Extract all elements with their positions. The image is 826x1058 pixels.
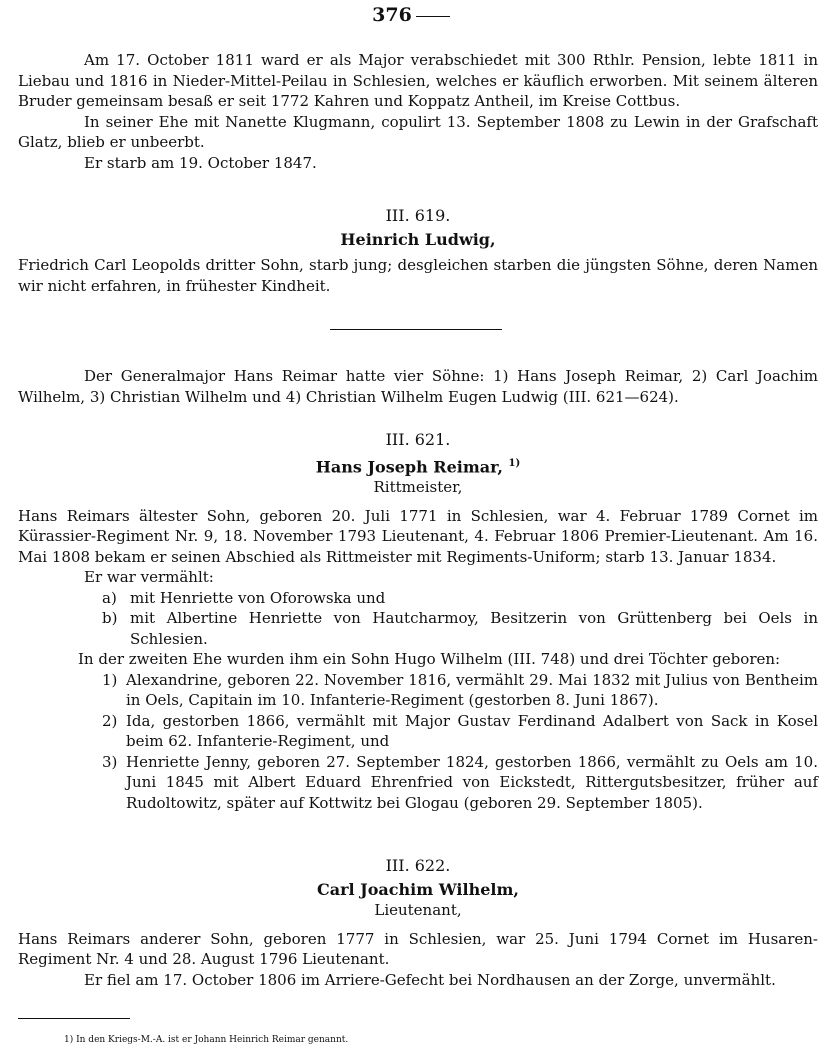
section-name: Carl Joachim Wilhelm,	[317, 879, 519, 899]
intro-block	[18, 50, 818, 173]
footnote-rule	[18, 1018, 130, 1019]
page-number-rule	[416, 16, 450, 17]
section-rank: Lieutenant,	[374, 901, 462, 919]
list-item: 1) Alexandrine, geboren 22. November 1816, vermählt 29. Mai 1832 mit Julius von Bentheim in Oels, Capitain im 10. Infanterie-Regiment (gestorben 8. Juni 1867).	[102, 670, 818, 710]
section-number: III. 621.	[385, 430, 451, 449]
section-number: III. 619.	[385, 206, 451, 225]
section-name: Hans Joseph Reimar, $^{1)}$	[315, 456, 521, 476]
list-item: b) mit Albertine Henriette von Hautcharmoy, Besitzerin von Grüttenberg bei Oels in Schlesien.	[102, 609, 818, 648]
section-name: Heinrich Ludwig,	[340, 229, 496, 249]
page-number: 376	[0, 4, 826, 26]
daughter-list	[18, 670, 818, 814]
intro-paragraph: Am 17. October 1811 ward er als Major verabschiedet mit 300 Rthlr. Pension, lebte 1811 in Liebau und 1816 in Nieder-Mittel-Peilau in Schlesien, welches er käuflich erworben. Mit seinem älteren Bruder gemeinsam besaß er seit 1772 Kahren und Koppatz Antheil, im Kreise Cottbus.	[18, 51, 818, 110]
footnote-ref: 1)	[508, 457, 521, 469]
married-intro: Er war vermählt:	[84, 568, 214, 587]
section-text: Friedrich Carl Leopolds dritter Sohn, starb jung; desgleichen starben die jüngsten Söhne, deren Namen wir nicht erfahren, in frühester Kindheit.	[18, 256, 818, 295]
footnote: 1) In den Kriegs-M.-A. ist er Johann Heinrich Reimar genannt.	[64, 1035, 349, 1045]
children-intro: In der zweiten Ehe wurden ihm ein Sohn Hugo Wilhelm (III. 748) und drei Töchter geboren:	[78, 650, 781, 669]
list-item: 3) Henriette Jenny, geboren 27. September 1824, gestorben 1866, vermählt zu Oels am 10. Juni 1845 mit Albert Eduard Ehrenfried von Eickstedt, Rittergutsbesitzer, früher auf Rudoltowitz, später auf Kottwitz bei Glogau (geboren 29. September 1805).	[102, 752, 818, 812]
section-619	[18, 206, 818, 296]
section-text: Hans Reimars ältester Sohn, geboren 20. Juli 1771 in Schlesien, war 4. Februar 1789 Cornet im Kürassier-Regiment Nr. 9, 18. November 1793 Lieutenant, 4. Februar 1806 Premier-Lieutenant. Am 16. Mai 1808 bekam er seinen Abschied als Rittmeister mit Regiments-Uniform; starb 13. Januar 1834.	[18, 506, 818, 566]
general-paragraph: Der Generalmajor Hans Reimar hatte vier Söhne: 1) Hans Joseph Reimar, 2) Carl Joachim Wilhelm, 3) Christian Wilhelm und 4) Christian Wilhelm Eugen Ludwig (III. 621—624).	[18, 367, 818, 406]
section-rank: Rittmeister,	[373, 478, 463, 497]
list-item: a) mit Henriette von Oforowska und	[102, 588, 386, 607]
section-number: III. 622.	[385, 856, 451, 875]
section-text: Hans Reimars anderer Sohn, geboren 1777 in Schlesien, war 25. Juni 1794 Cornet im Husaren-Regiment Nr. 4 und 28. August 1796 Lieutenant.	[18, 929, 818, 968]
section-621	[18, 430, 818, 813]
general-paragraph-block	[18, 366, 818, 407]
section-622	[18, 856, 818, 990]
intro-paragraph: Er starb am 19. October 1847.	[84, 153, 317, 172]
section-text: Er fiel am 17. October 1806 im Arriere-Gefecht bei Nordhausen an der Zorge, unvermählt.	[84, 970, 776, 989]
list-item: 2) Ida, gestorben 1866, vermählt mit Major Gustav Ferdinand Adalbert von Sack in Kosel beim 62. Infanterie-Regiment, und	[102, 711, 818, 751]
marriage-list	[18, 588, 818, 650]
intro-paragraph: In seiner Ehe mit Nanette Klugmann, copulirt 13. September 1808 zu Lewin in der Grafschaft Glatz, blieb er unbeerbt.	[18, 112, 818, 151]
section-divider	[330, 329, 502, 330]
